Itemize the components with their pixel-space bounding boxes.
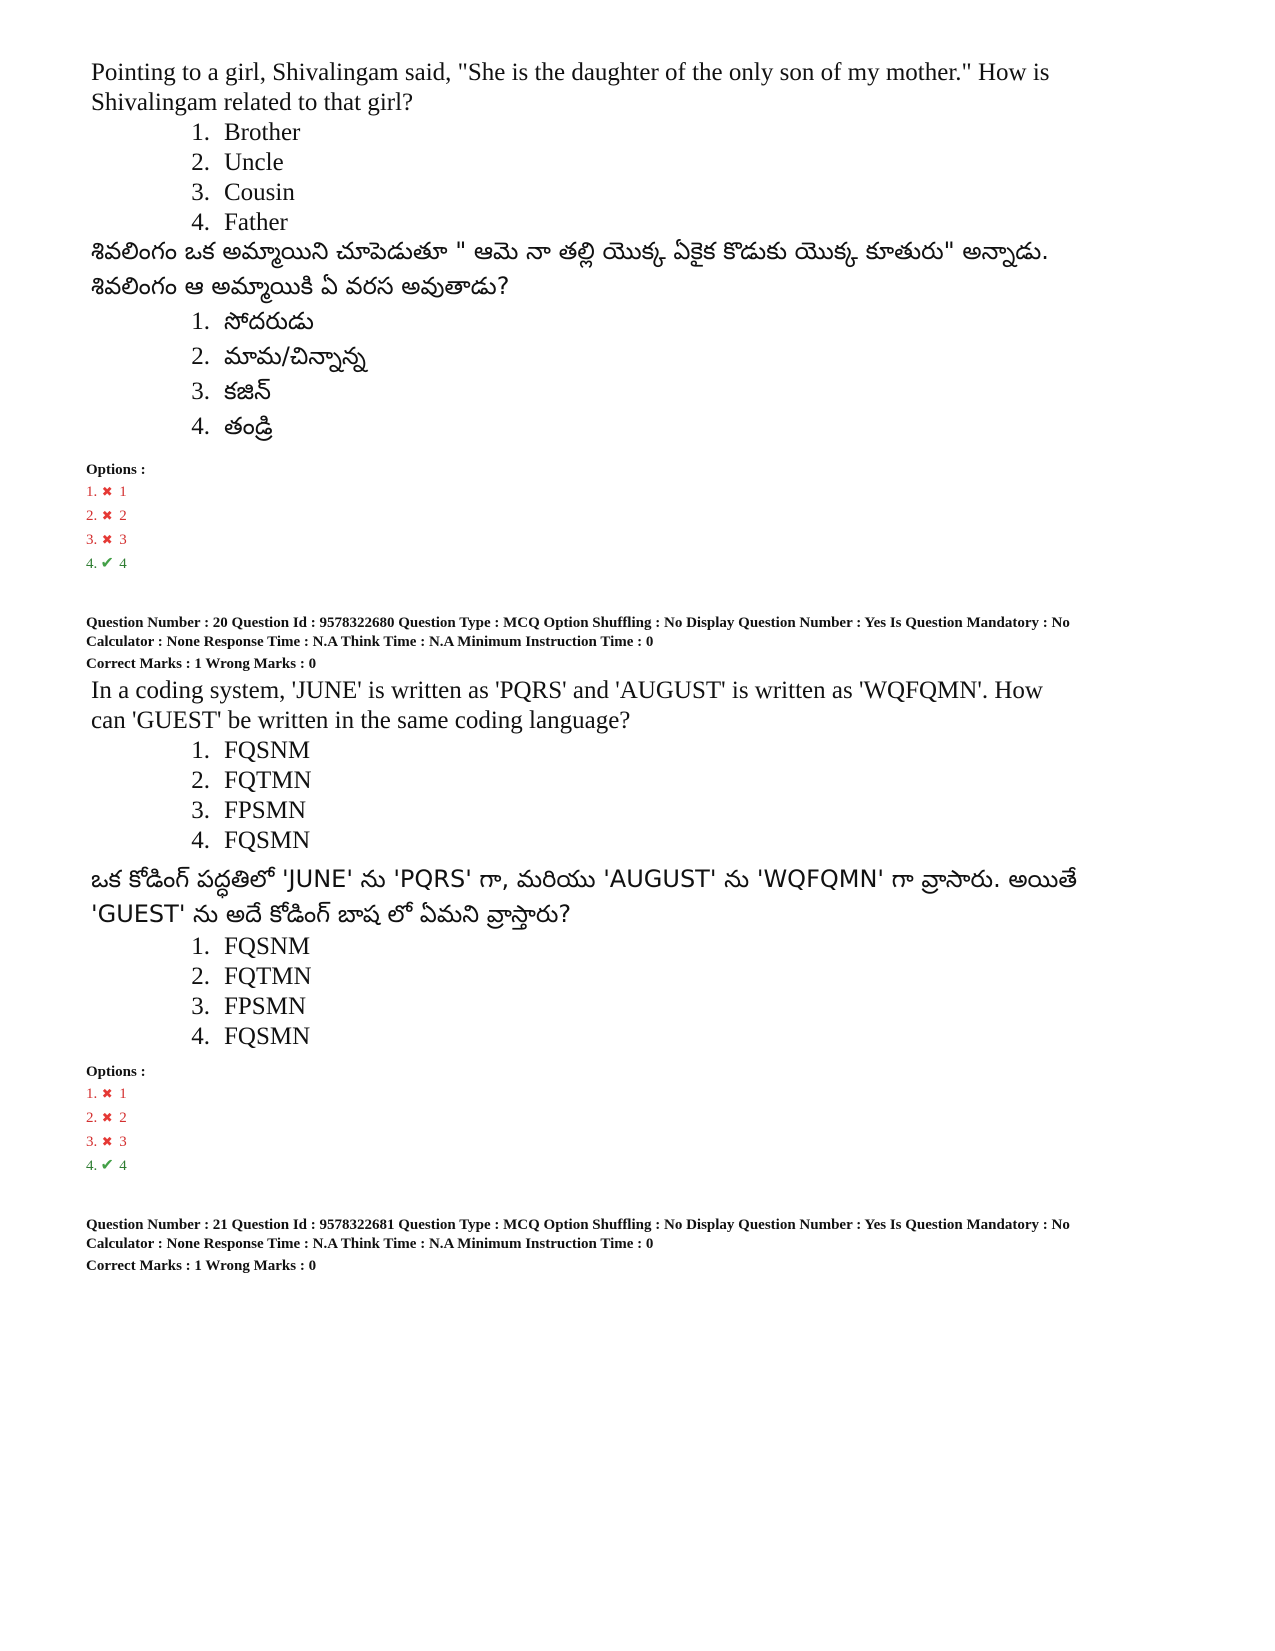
choice-text: FPSMN: [224, 797, 306, 824]
q19-english: [86, 58, 1186, 238]
option-value: 4: [119, 556, 127, 572]
choice-text: FQTMN: [224, 767, 312, 794]
options-list: [86, 480, 1186, 576]
choice-number: 3.: [191, 378, 210, 405]
option-number: 1.: [86, 1086, 98, 1102]
option-number: 1.: [86, 484, 98, 500]
choice-item: [86, 766, 1186, 796]
choice-item: [86, 1022, 1186, 1052]
option-value: 3: [119, 1134, 127, 1150]
option-item: [86, 1082, 1186, 1106]
choice-list: [86, 932, 1186, 1052]
choice-number: 3.: [191, 993, 210, 1020]
choice-number: 4.: [191, 413, 210, 440]
choice-text: మామ/చిన్నాన్న: [224, 342, 366, 370]
option-number: 3.: [86, 1134, 98, 1150]
q20-telugu: [86, 862, 1186, 1052]
choice-list: [86, 736, 1186, 856]
option-item: [86, 1154, 1186, 1178]
choice-item: [86, 932, 1186, 962]
choice-text: FQSNM: [224, 933, 311, 960]
choice-item: [86, 962, 1186, 992]
question-stem-telugu: ఒక కోడింగ్ పద్ధతిలో 'JUNE' ను 'PQRS' గా, మరియు 'AUGUST' ను 'WQFQMN' గా వ్రాసారు. అయితే 'GUEST' ను అదే కోడింగ్ బాష లో ఏమని వ్రాస్తారు?: [91, 865, 1078, 928]
choice-number: 3.: [191, 179, 210, 206]
choice-list: [86, 118, 1186, 238]
question-meta: Question Number : 21 Question Id : 9578322681 Question Type : MCQ Option Shuffling : No Display Question Number : Yes Is Question Mandatory : No: [86, 1217, 1070, 1233]
option-value: 3: [119, 532, 127, 548]
q19-options: [86, 460, 1186, 576]
option-number: 2.: [86, 508, 98, 524]
option-value: 4: [119, 1158, 127, 1174]
choice-text: తండ్రి: [224, 412, 273, 440]
choice-number: 1.: [191, 737, 210, 764]
question-meta: Calculator : None Response Time : N.A Think Time : N.A Minimum Instruction Time : 0: [86, 634, 654, 650]
option-item: [86, 528, 1186, 552]
choice-item: [86, 992, 1186, 1022]
question-marks: Correct Marks : 1 Wrong Marks : 0: [86, 1258, 317, 1274]
option-item: [86, 552, 1186, 576]
choice-item: [86, 826, 1186, 856]
q19-telugu: [86, 234, 1186, 444]
options-heading: Options :: [86, 1064, 146, 1080]
choice-text: FQSMN: [224, 827, 311, 854]
option-value: 2: [119, 508, 127, 524]
choice-text: Father: [224, 209, 288, 236]
q20-options: [86, 1062, 1186, 1178]
question-meta: Calculator : None Response Time : N.A Think Time : N.A Minimum Instruction Time : 0: [86, 1236, 654, 1252]
option-item: [86, 1106, 1186, 1130]
choice-item: [86, 796, 1186, 826]
q20-english: [86, 676, 1186, 856]
choice-number: 1.: [191, 933, 210, 960]
choice-text: Cousin: [224, 179, 295, 206]
choice-number: 4.: [191, 1023, 210, 1050]
choice-text: FQSNM: [224, 737, 311, 764]
choice-number: 1.: [191, 308, 210, 335]
cross-icon: ✖: [101, 1134, 113, 1149]
question-stem: In a coding system, 'JUNE' is written as 'PQRS' and 'AUGUST' is written as 'WQFQMN'. How can 'GUEST' be written in the same coding language?: [91, 677, 1043, 734]
q21-meta: [86, 1216, 1186, 1276]
choice-number: 4.: [191, 209, 210, 236]
q20-meta: [86, 614, 1186, 674]
choice-text: కజిన్: [224, 377, 271, 405]
option-number: 4.: [86, 556, 98, 572]
choice-text: Uncle: [224, 149, 284, 176]
choice-item: [86, 736, 1186, 766]
options-list: [86, 1082, 1186, 1178]
option-item: [86, 1130, 1186, 1154]
choice-number: 2.: [191, 343, 210, 370]
question-meta: Question Number : 20 Question Id : 9578322680 Question Type : MCQ Option Shuffling : No Display Question Number : Yes Is Question Mandatory : No: [86, 615, 1070, 631]
choice-item: [86, 304, 1186, 339]
choice-text: FPSMN: [224, 993, 306, 1020]
choice-number: 2.: [191, 149, 210, 176]
option-number: 4.: [86, 1158, 98, 1174]
cross-icon: ✖: [101, 1086, 113, 1101]
option-item: [86, 504, 1186, 528]
choice-text: FQSMN: [224, 1023, 311, 1050]
options-heading: Options :: [86, 462, 146, 478]
option-number: 2.: [86, 1110, 98, 1126]
choice-item: [86, 374, 1186, 409]
question-stem: Pointing to a girl, Shivalingam said, "She is the daughter of the only son of my mother." How is Shivalingam related to that girl?: [91, 59, 1050, 116]
choice-number: 4.: [191, 827, 210, 854]
option-value: 1: [119, 484, 127, 500]
check-icon: ✔: [100, 555, 114, 572]
choice-item: [86, 178, 1186, 208]
cross-icon: ✖: [101, 1110, 113, 1125]
question-marks: Correct Marks : 1 Wrong Marks : 0: [86, 656, 317, 672]
choice-text: సోదరుడు: [224, 307, 314, 335]
choice-number: 2.: [191, 963, 210, 990]
cross-icon: ✖: [101, 532, 113, 547]
choice-number: 1.: [191, 119, 210, 146]
cross-icon: ✖: [101, 508, 113, 523]
option-item: [86, 480, 1186, 504]
choice-number: 2.: [191, 767, 210, 794]
choice-item: [86, 409, 1186, 444]
choice-text: FQTMN: [224, 963, 312, 990]
choice-text: Brother: [224, 119, 301, 146]
option-value: 2: [119, 1110, 127, 1126]
choice-number: 3.: [191, 797, 210, 824]
cross-icon: ✖: [101, 484, 113, 499]
question-stem-telugu: శివలింగం ఒక అమ్మాయిని చూపెడుతూ " ఆమె నా తల్లి యొక్క ఏకైక కొడుకు యొక్క కూతురు" అన్నాడు. శివలింగం ఆ అమ్మాయికి ఏ వరస అవుతాడు?: [91, 237, 1049, 300]
option-number: 3.: [86, 532, 98, 548]
choice-item: [86, 339, 1186, 374]
choice-list: [86, 304, 1186, 444]
option-value: 1: [119, 1086, 127, 1102]
check-icon: ✔: [100, 1157, 114, 1174]
choice-item: [86, 118, 1186, 148]
choice-item: [86, 148, 1186, 178]
